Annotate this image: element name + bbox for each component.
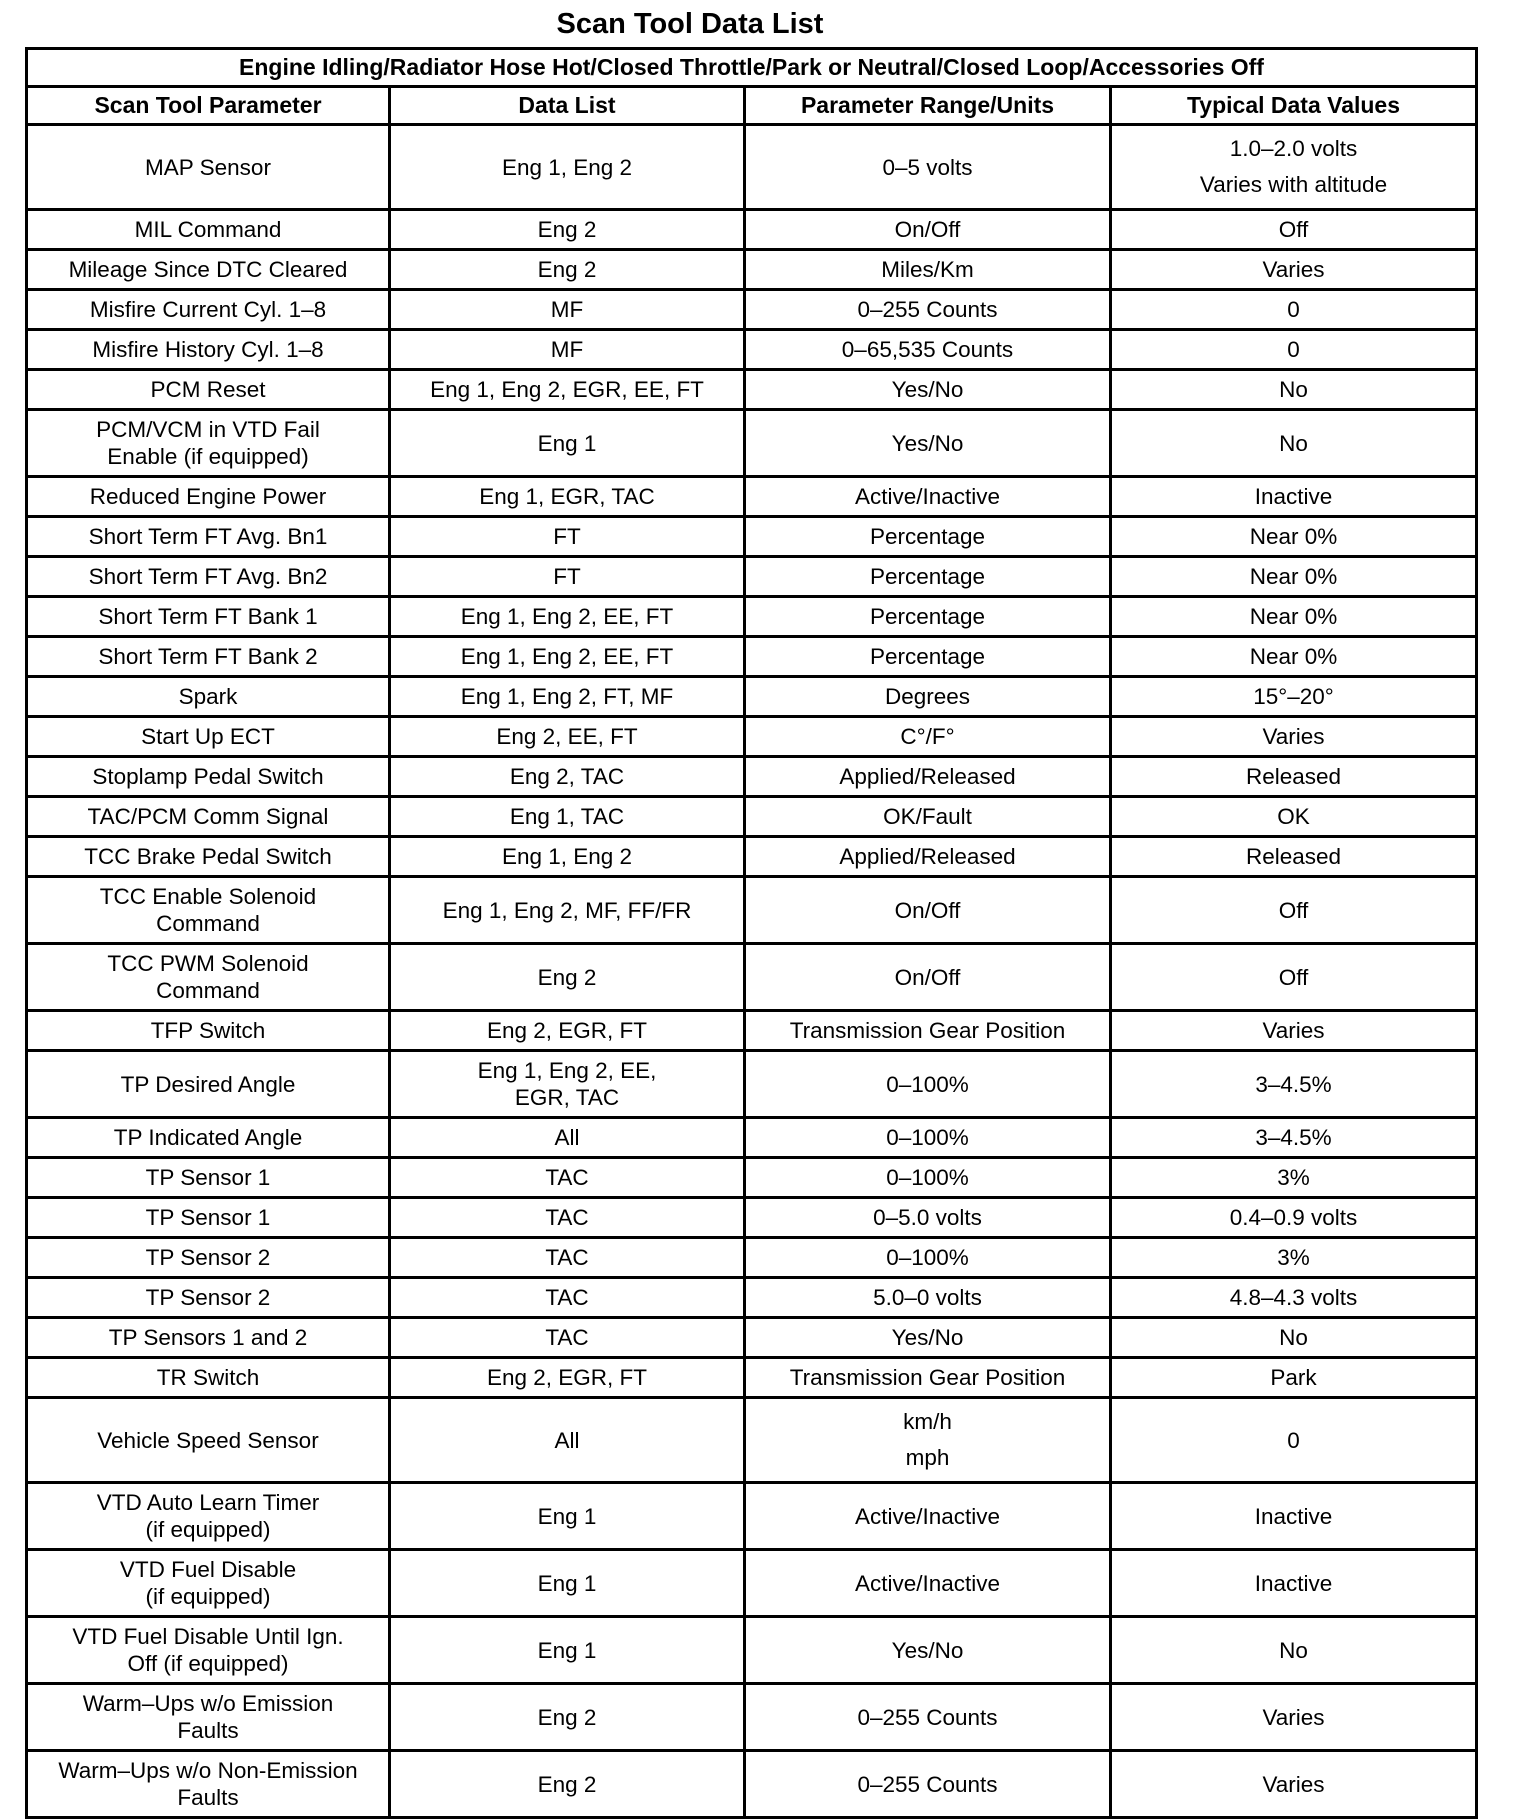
table-row	[27, 557, 1477, 597]
parameter-cell: Short Term FT Bank 1	[27, 597, 390, 637]
table-row	[27, 1483, 1477, 1550]
range-units-cell: 5.0–0 volts	[745, 1278, 1111, 1318]
typical-value-cell: 3%	[1111, 1238, 1477, 1278]
table-row	[27, 1011, 1477, 1051]
data-list-cell: Eng 1	[390, 1617, 745, 1684]
typical-value-cell: Released	[1111, 757, 1477, 797]
parameter-cell: TP Sensor 1	[27, 1158, 390, 1198]
range-units-cell: km/h mph	[745, 1398, 1111, 1483]
typical-value-cell: Inactive	[1111, 1550, 1477, 1617]
data-list-cell: All	[390, 1118, 745, 1158]
data-list-cell: Eng 2	[390, 944, 745, 1011]
parameter-cell: TCC Enable Solenoid Command	[27, 877, 390, 944]
parameter-cell: TR Switch	[27, 1358, 390, 1398]
range-units-cell: Percentage	[745, 637, 1111, 677]
table-row	[27, 517, 1477, 557]
range-units-cell: Active/Inactive	[745, 477, 1111, 517]
range-units-cell: Yes/No	[745, 1318, 1111, 1358]
table-row	[27, 1238, 1477, 1278]
table-row	[27, 637, 1477, 677]
table-row	[27, 330, 1477, 370]
data-list-cell: Eng 1	[390, 410, 745, 477]
data-list-cell: Eng 2, EE, FT	[390, 717, 745, 757]
column-header-typical-values: Typical Data Values	[1111, 87, 1477, 125]
typical-value-cell: Released	[1111, 837, 1477, 877]
typical-value-cell: 3–4.5%	[1111, 1051, 1477, 1118]
table-row	[27, 1398, 1477, 1483]
parameter-cell: MIL Command	[27, 210, 390, 250]
typical-value-cell: Varies	[1111, 717, 1477, 757]
parameter-cell: VTD Fuel Disable (if equipped)	[27, 1550, 390, 1617]
range-units-cell: Transmission Gear Position	[745, 1011, 1111, 1051]
typical-value-cell: 0	[1111, 1398, 1477, 1483]
parameter-cell: VTD Auto Learn Timer (if equipped)	[27, 1483, 390, 1550]
table-row	[27, 1358, 1477, 1398]
data-list-cell: Eng 1, Eng 2, FT, MF	[390, 677, 745, 717]
data-list-cell: Eng 1, Eng 2	[390, 837, 745, 877]
data-list-cell: TAC	[390, 1318, 745, 1358]
table-row	[27, 677, 1477, 717]
typical-value-cell: Varies	[1111, 1751, 1477, 1818]
parameter-cell: Warm–Ups w/o Non-Emission Faults	[27, 1751, 390, 1818]
parameter-cell: Mileage Since DTC Cleared	[27, 250, 390, 290]
typical-value-cell: Off	[1111, 877, 1477, 944]
data-list-cell: TAC	[390, 1278, 745, 1318]
table-row	[27, 125, 1477, 210]
column-header-range-units: Parameter Range/Units	[745, 87, 1111, 125]
typical-value-cell: No	[1111, 1617, 1477, 1684]
range-units-cell: Miles/Km	[745, 250, 1111, 290]
parameter-cell: TFP Switch	[27, 1011, 390, 1051]
range-units-cell: 0–65,535 Counts	[745, 330, 1111, 370]
column-header-data-list: Data List	[390, 87, 745, 125]
range-units-cell: Yes/No	[745, 1617, 1111, 1684]
data-list-cell: TAC	[390, 1238, 745, 1278]
data-list-cell: Eng 1, Eng 2, EE, FT	[390, 597, 745, 637]
typical-value-cell: No	[1111, 1318, 1477, 1358]
column-header-row	[27, 87, 1477, 125]
data-list-cell: TAC	[390, 1198, 745, 1238]
parameter-cell: TCC Brake Pedal Switch	[27, 837, 390, 877]
parameter-cell: MAP Sensor	[27, 125, 390, 210]
table-body	[27, 125, 1477, 1818]
typical-value-cell: Park	[1111, 1358, 1477, 1398]
data-list-cell: FT	[390, 557, 745, 597]
data-list-cell: MF	[390, 290, 745, 330]
typical-value-cell: Varies	[1111, 1684, 1477, 1751]
typical-value-cell: 0	[1111, 330, 1477, 370]
table-row	[27, 597, 1477, 637]
parameter-cell: Stoplamp Pedal Switch	[27, 757, 390, 797]
parameter-cell: TP Sensor 2	[27, 1278, 390, 1318]
range-units-cell: C°/F°	[745, 717, 1111, 757]
table-row	[27, 944, 1477, 1011]
typical-value-cell: Off	[1111, 210, 1477, 250]
data-list-cell: Eng 1, Eng 2, EGR, EE, FT	[390, 370, 745, 410]
range-units-cell: 0–255 Counts	[745, 1751, 1111, 1818]
typical-value-cell: Near 0%	[1111, 637, 1477, 677]
table-row	[27, 877, 1477, 944]
range-units-cell: 0–100%	[745, 1238, 1111, 1278]
table-row	[27, 370, 1477, 410]
range-units-cell: Percentage	[745, 557, 1111, 597]
range-units-cell: 0–255 Counts	[745, 1684, 1111, 1751]
typical-value-cell: 4.8–4.3 volts	[1111, 1278, 1477, 1318]
range-units-cell: 0–5 volts	[745, 125, 1111, 210]
parameter-cell: Short Term FT Bank 2	[27, 637, 390, 677]
table-row	[27, 290, 1477, 330]
parameter-cell: Short Term FT Avg. Bn2	[27, 557, 390, 597]
typical-value-cell: 0	[1111, 290, 1477, 330]
parameter-cell: Short Term FT Avg. Bn1	[27, 517, 390, 557]
typical-value-cell: Varies	[1111, 1011, 1477, 1051]
parameter-cell: Warm–Ups w/o Emission Faults	[27, 1684, 390, 1751]
column-header-parameter: Scan Tool Parameter	[27, 87, 390, 125]
table-row	[27, 837, 1477, 877]
table-row	[27, 1051, 1477, 1118]
typical-value-cell: 3%	[1111, 1158, 1477, 1198]
data-list-cell: Eng 1, Eng 2, EE, EGR, TAC	[390, 1051, 745, 1118]
range-units-cell: 0–100%	[745, 1118, 1111, 1158]
range-units-cell: Active/Inactive	[745, 1550, 1111, 1617]
table-row	[27, 410, 1477, 477]
range-units-cell: Active/Inactive	[745, 1483, 1111, 1550]
parameter-cell: Misfire Current Cyl. 1–8	[27, 290, 390, 330]
parameter-cell: TP Sensor 1	[27, 1198, 390, 1238]
range-units-cell: 0–100%	[745, 1158, 1111, 1198]
data-list-cell: Eng 2	[390, 250, 745, 290]
table-row	[27, 1158, 1477, 1198]
range-units-cell: OK/Fault	[745, 797, 1111, 837]
typical-value-cell: Near 0%	[1111, 597, 1477, 637]
table-row	[27, 1118, 1477, 1158]
typical-value-cell: 15°–20°	[1111, 677, 1477, 717]
table-row	[27, 250, 1477, 290]
parameter-cell: PCM Reset	[27, 370, 390, 410]
data-list-cell: Eng 1	[390, 1550, 745, 1617]
parameter-cell: Misfire History Cyl. 1–8	[27, 330, 390, 370]
data-list-cell: FT	[390, 517, 745, 557]
typical-value-cell: 0.4–0.9 volts	[1111, 1198, 1477, 1238]
parameter-cell: Reduced Engine Power	[27, 477, 390, 517]
range-units-cell: Applied/Released	[745, 757, 1111, 797]
data-list-cell: Eng 2	[390, 1684, 745, 1751]
data-list-cell: Eng 2	[390, 210, 745, 250]
parameter-cell: TAC/PCM Comm Signal	[27, 797, 390, 837]
parameter-cell: Start Up ECT	[27, 717, 390, 757]
range-units-cell: On/Off	[745, 944, 1111, 1011]
range-units-cell: 0–5.0 volts	[745, 1198, 1111, 1238]
conditions-header: Engine Idling/Radiator Hose Hot/Closed Throttle/Park or Neutral/Closed Loop/Accessories Off	[27, 49, 1477, 87]
data-list-cell: All	[390, 1398, 745, 1483]
range-units-cell: On/Off	[745, 210, 1111, 250]
range-units-cell: On/Off	[745, 877, 1111, 944]
table-row	[27, 797, 1477, 837]
table-row	[27, 1198, 1477, 1238]
conditions-row	[27, 49, 1477, 87]
range-units-cell: Transmission Gear Position	[745, 1358, 1111, 1398]
parameter-cell: TP Indicated Angle	[27, 1118, 390, 1158]
data-list-cell: Eng 2, EGR, FT	[390, 1358, 745, 1398]
data-list-cell: Eng 2, EGR, FT	[390, 1011, 745, 1051]
typical-value-cell: Near 0%	[1111, 517, 1477, 557]
parameter-cell: TP Sensors 1 and 2	[27, 1318, 390, 1358]
parameter-cell: PCM/VCM in VTD Fail Enable (if equipped)	[27, 410, 390, 477]
range-units-cell: Percentage	[745, 597, 1111, 637]
data-list-cell: Eng 2	[390, 1751, 745, 1818]
parameter-cell: VTD Fuel Disable Until Ign. Off (if equipped)	[27, 1617, 390, 1684]
data-list-cell: TAC	[390, 1158, 745, 1198]
table-row	[27, 1751, 1477, 1818]
range-units-cell: Applied/Released	[745, 837, 1111, 877]
typical-value-cell: No	[1111, 370, 1477, 410]
table-row	[27, 1550, 1477, 1617]
data-list-cell: Eng 1, TAC	[390, 797, 745, 837]
data-list-cell: Eng 2, TAC	[390, 757, 745, 797]
range-units-cell: Degrees	[745, 677, 1111, 717]
range-units-cell: 0–255 Counts	[745, 290, 1111, 330]
table-row	[27, 477, 1477, 517]
range-units-cell: Yes/No	[745, 370, 1111, 410]
table-row	[27, 1318, 1477, 1358]
typical-value-cell: Varies	[1111, 250, 1477, 290]
parameter-cell: Spark	[27, 677, 390, 717]
data-list-cell: Eng 1	[390, 1483, 745, 1550]
table-row	[27, 757, 1477, 797]
data-list-cell: Eng 1, EGR, TAC	[390, 477, 745, 517]
range-units-cell: Percentage	[745, 517, 1111, 557]
parameter-cell: TP Desired Angle	[27, 1051, 390, 1118]
data-list-cell: Eng 1, Eng 2	[390, 125, 745, 210]
data-list-cell: Eng 1, Eng 2, MF, FF/FR	[390, 877, 745, 944]
table-row	[27, 1684, 1477, 1751]
typical-value-cell: Inactive	[1111, 1483, 1477, 1550]
typical-value-cell: 3–4.5%	[1111, 1118, 1477, 1158]
scan-tool-data-table	[25, 47, 1478, 1819]
page-title: Scan Tool Data List	[556, 8, 824, 40]
table-row	[27, 1617, 1477, 1684]
table-row	[27, 717, 1477, 757]
typical-value-cell: 1.0–2.0 volts Varies with altitude	[1111, 125, 1477, 210]
range-units-cell: 0–100%	[745, 1051, 1111, 1118]
typical-value-cell: Near 0%	[1111, 557, 1477, 597]
typical-value-cell: OK	[1111, 797, 1477, 837]
data-list-cell: MF	[390, 330, 745, 370]
parameter-cell: Vehicle Speed Sensor	[27, 1398, 390, 1483]
typical-value-cell: No	[1111, 410, 1477, 477]
parameter-cell: TCC PWM Solenoid Command	[27, 944, 390, 1011]
data-list-cell: Eng 1, Eng 2, EE, FT	[390, 637, 745, 677]
parameter-cell: TP Sensor 2	[27, 1238, 390, 1278]
typical-value-cell: Inactive	[1111, 477, 1477, 517]
table-row	[27, 210, 1477, 250]
typical-value-cell: Off	[1111, 944, 1477, 1011]
range-units-cell: Yes/No	[745, 410, 1111, 477]
table-row	[27, 1278, 1477, 1318]
